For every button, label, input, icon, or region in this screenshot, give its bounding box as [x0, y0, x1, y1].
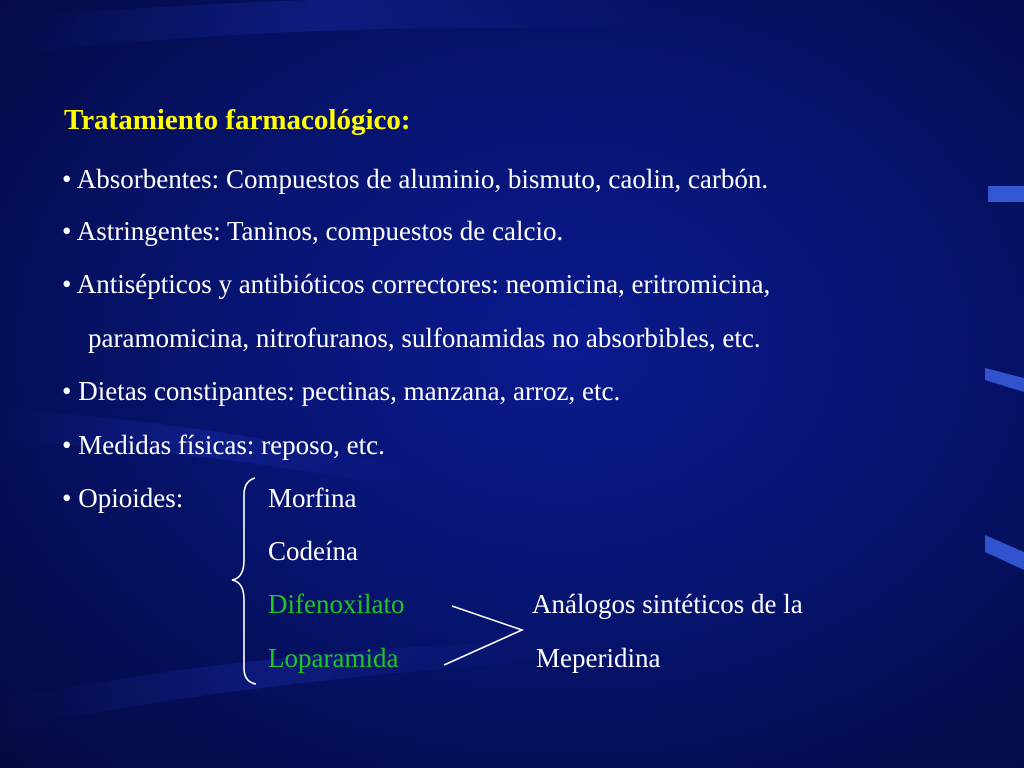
bullet-antisepticos-continuation: paramomicina, nitrofuranos, sulfonamidas no absorbibles, etc. — [88, 323, 761, 353]
slide-title: Tratamiento farmacológico: — [64, 104, 411, 136]
bullet-opioides: • Opioides: — [62, 483, 184, 513]
opioid-difenoxilato: Difenoxilato — [268, 589, 405, 619]
opioid-morfina: Morfina — [268, 483, 357, 513]
bullet-dietas: • Dietas constipantes: pectinas, manzana, arroz, etc. — [62, 376, 621, 406]
opioid-codeina: Codeína — [268, 536, 358, 566]
opioid-loparamida: Loparamida — [268, 643, 399, 673]
analog-note-line1: Análogos sintéticos de la — [532, 589, 803, 619]
bullet-astringentes: • Astringentes: Taninos, compuestos de calcio. — [62, 216, 564, 246]
bullet-medidas: • Medidas físicas: reposo, etc. — [62, 430, 385, 460]
bullet-absorbentes: • Absorbentes: Compuestos de aluminio, bismuto, caolin, carbón. — [62, 164, 769, 194]
bullet-antisepticos: • Antisépticos y antibióticos correctores: neomicina, eritromicina, — [62, 269, 771, 299]
curly-brace — [232, 478, 256, 684]
analog-note-line2: Meperidina — [536, 643, 661, 673]
connector-lines — [444, 606, 522, 665]
